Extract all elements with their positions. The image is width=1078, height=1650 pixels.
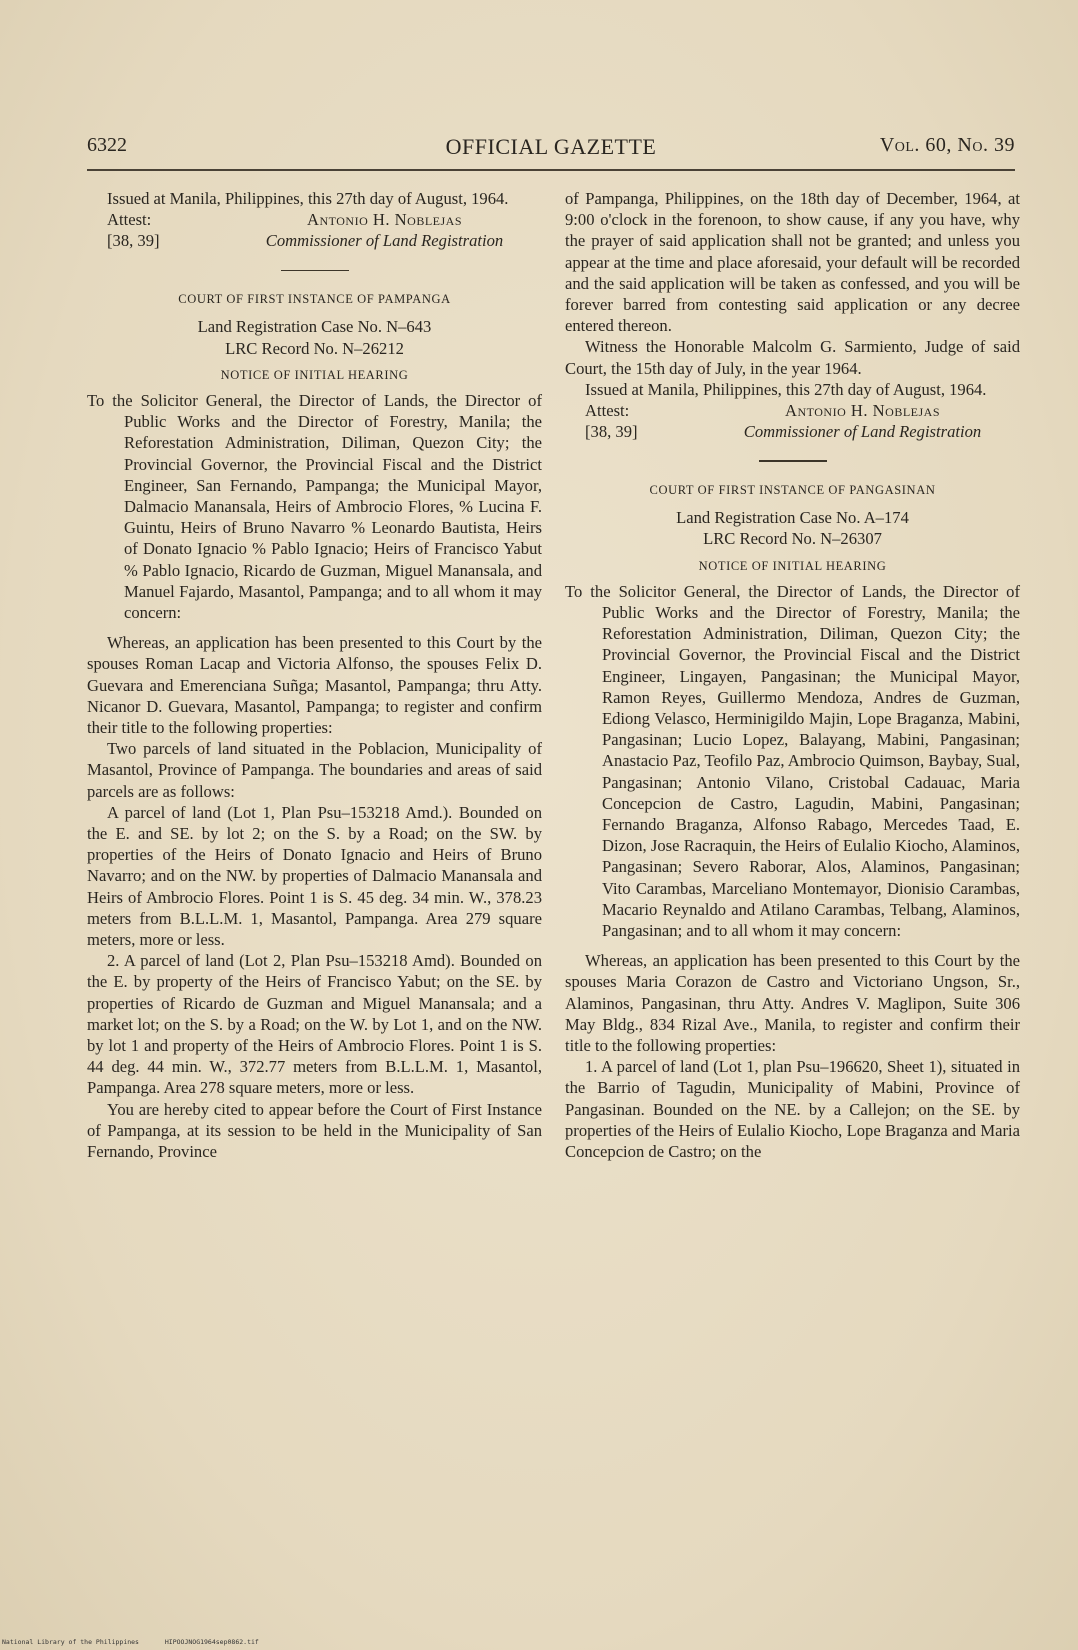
scan-footer xyxy=(2,1638,281,1646)
parcel-2: 2. A parcel of land (Lot 2, Plan Psu–153218 Amd). Bounded on the E. by property of the Heirs of Francisco Yabut; on the SE. by properties of Ricardo de Guzman and Miguel Manansala; and a market lot; on the S. by a Road; on the W. by Lot 1, and on the NW. by lot 1 and property of the Heirs of Ambrocio Flores. Point 1 is S. 44 deg. 44 min. W., 372.77 meters from B.L.L.M. 1, Masantol, Pampanga. Area 278 square meters, more or less. xyxy=(87,951,542,1098)
witness-paragraph: Witness the Honorable Malcolm G. Sarmiento, Judge of said Court, the 15th day of July, in the year 1964. xyxy=(565,337,1020,378)
whereas-paragraph: Whereas, an application has been presented to this Court by the spouses Maria Corazon de Castro and Victoriano Ungson, Sr., Alaminos, Pangasinan, thru Atty. Andres V. Maglipon, Suite 306 May Bldg., 834 Rizal Ave., Manila, to register and confirm their title to the following properties: xyxy=(565,951,1020,1056)
court-heading: COURT OF FIRST INSTANCE OF PAMPANGA xyxy=(178,292,451,307)
court-heading: COURT OF FIRST INSTANCE OF PANGASINAN xyxy=(649,482,936,497)
notice-heading: NOTICE OF INITIAL HEARING xyxy=(220,367,409,382)
separator xyxy=(281,270,349,272)
lrc-record: LRC Record No. N–26307 xyxy=(703,529,882,549)
addressees: To the Solicitor General, the Director of Lands, the Director of Public Works and the Director of Forestry, Manila; the Reforestation Administration, Diliman, Quezon City; the Provincial Governor, the Provincial Fiscal and the District Engineer, Lingayen, Pangasinan; the Municipal Mayor, Ramon Reyes, Guillermo Mendoza, Andres de Guzman, Ediong Velasco, Herminigildo Majin, Lope Braganza, Mabini, Pangasinan; Lucio Lopez, Balayang, Mabini, Pangasinan; Anastacio Paz, Teofilo Paz, Ambrocio Quimson, Baybay, Sual, Pangasinan; Antonio Vilano, Cristobal Cadauac, Maria Concepcion de Castro, Lagudin, Mabini, Pangasinan; Fernando Braganza, Alfonso Rabago, Mercedes Taad, E. Dizon, Jose Racraquin, the Heirs of Eulalio Kiocho, Alaminos, Pangasinan; Severo Raborar, Alos, Alaminos, Pangasinan; Vito Carambas, Marceliano Montemayor, Dionisio Carambas, Macario Reynaldo and Atilano Carambas, Telbang, Alaminos, Pangasinan; and to all whom it may concern: xyxy=(565,581,1020,940)
volume-number: Vol. 60, No. 39 xyxy=(879,134,1015,156)
parcel-1: A parcel of land (Lot 1, Plan Psu–153218 Amd.). Bounded on the E. and SE. by lot 2; on the S. by a Road; on the SW. by properties of the Heirs of Donato Ignacio and Heirs of Bruno Navarro; and on the NW. by properties of Dalmacio Manansala and Heirs of Ambrocio Flores. Point 1 is S. 45 deg. 34 min. W., 378.23 meters from B.L.L.M. 1, Masantol, Pampanga. Area 279 square meters, more or less. xyxy=(87,802,542,949)
prev-attest-label: Attest: xyxy=(107,210,152,230)
prev-signer-title-row xyxy=(87,230,542,251)
left-column xyxy=(87,188,542,1162)
footer-library: National Library of the Philippines xyxy=(2,1638,139,1646)
attest-label: Attest: xyxy=(585,401,630,421)
right-column xyxy=(565,188,1020,1162)
notice-heading: NOTICE OF INITIAL HEARING xyxy=(698,558,887,573)
parcels-intro: Two parcels of land situated in the Poblacion, Municipality of Masantol, Province of Pampanga. The boundaries and areas of said parcels are as follows: xyxy=(87,739,542,801)
signer-title: Commissioner of Land Registration xyxy=(743,422,982,442)
citation-continued: of Pampanga, Philippines, on the 18th day of December, 1964, at 9:00 o'clock in the forenoon, to show cause, if any you have, why the prayer of said application shall not be granted; and unless you appear at the time and place aforesaid, your default will be recorded and the said application will be taken as confessed, and you will be forever barred from contesting said application or any decree entered thereon. xyxy=(565,189,1020,336)
issued-paragraph: Issued at Manila, Philippines, this 27th day of August, 1964. xyxy=(585,379,987,399)
addressees: To the Solicitor General, the Director of Lands, the Director of Public Works and the Director of Forestry, Manila; the Reforestation Administration, Diliman, Quezon City; the Provincial Governor, the Provincial Fiscal and the District Engineer, San Fernando, Pampanga; the Municipal Mayor, Dalmacio Manansala, Heirs of Ambrocio Flores, % Lucina F. Guintu, Heirs of Bruno Navarro % Leonardo Bautista, Heirs of Donato Ignacio % Pablo Ignacio; Heirs of Francisco Yabut % Pablo Ignacio, Ricardo de Guzman, Miguel Manansala, and Manuel Fajardo, Masantol, Pampanga; and to all whom it may concern: xyxy=(87,390,542,622)
whereas-paragraph: Whereas, an application has been presented to this Court by the spouses Roman Lacap and Victoria Alfonso, the spouses Felix D. Guevara and Emerenciana Suñga; Masantol, Pampanga; thru Atty. Nicanor D. Guevara, Masantol, Pampanga; to register and confirm their title to the following properties: xyxy=(87,633,542,737)
prev-issued: Issued at Manila, Philippines, this 27th day of August, 1964. xyxy=(107,189,509,208)
ref: [38, 39] xyxy=(585,422,638,442)
citation-paragraph: You are hereby cited to appear before the Court of First Instance of Pampanga, at its session to be held in the Municipality of San Fernando, Province xyxy=(87,1099,542,1162)
signer: Antonio H. Noblejas xyxy=(784,401,940,421)
attest-row xyxy=(565,400,1020,421)
prev-signer: Antonio H. Noblejas xyxy=(306,210,462,230)
signer-title-row xyxy=(565,421,1020,442)
prev-ref: [38, 39] xyxy=(107,231,160,251)
page-number: 6322 xyxy=(87,134,127,156)
footer-filename: HIPOOJNOG1964sep0862.tif xyxy=(164,1638,259,1646)
header-rule xyxy=(87,169,1015,171)
case-number: Land Registration Case No. A–174 xyxy=(676,508,909,528)
lrc-record: LRC Record No. N–26212 xyxy=(225,338,404,358)
parcel-1: 1. A parcel of land (Lot 1, plan Psu–196620, Sheet 1), situated in the Barrio of Tagudin, Municipality of Mabini, Province of Pangasinan. Bounded on the NE. by a Callejon; on the SE. by properties of the Heirs of Eulalio Kiocho, Lope Braganza and Maria Concepcion de Castro; on the xyxy=(565,1057,1020,1162)
publication-title: OFFICIAL GAZETTE xyxy=(445,134,657,159)
page-header xyxy=(87,134,1015,168)
prev-attest-row xyxy=(87,209,542,230)
case-number: Land Registration Case No. N–643 xyxy=(197,317,432,337)
prev-signer-title: Commissioner of Land Registration xyxy=(265,231,504,251)
separator xyxy=(759,460,827,462)
